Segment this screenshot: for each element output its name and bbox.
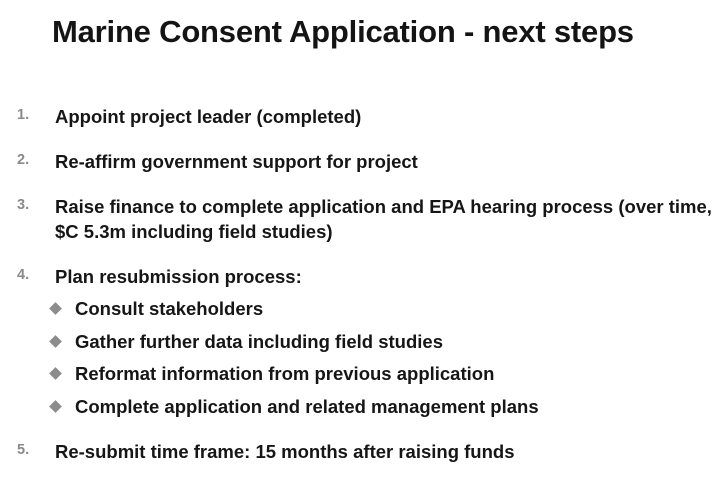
step-number: 3. [17, 197, 30, 213]
step-item-5 [0, 439, 725, 464]
steps-list [0, 104, 725, 484]
slide-title: Marine Consent Application - next steps [52, 14, 634, 49]
diamond-bullet-icon [49, 367, 62, 380]
step-number: 5. [17, 441, 30, 458]
step-item-1 [0, 104, 725, 129]
sub-bullet-text: Gather further data including field studies [75, 330, 443, 352]
step-text: Plan resubmission process: [55, 266, 302, 287]
step-number: 4. [17, 267, 30, 283]
diamond-bullet-icon [49, 302, 62, 315]
sub-bullet-item [48, 330, 725, 354]
step-item-3 [0, 194, 725, 244]
sub-bullet-text: Complete application and related management plans [75, 395, 539, 417]
step-item-4 [0, 264, 725, 419]
diamond-bullet-icon [49, 400, 62, 413]
sub-bullet-text: Reformat information from previous application [75, 363, 495, 384]
step-number: 1. [17, 107, 30, 123]
step-text: Re-affirm government support for project [55, 151, 418, 172]
step-text-line-1: Raise finance to complete application and EPA hearing process (over time, [55, 196, 712, 217]
step-item-2 [0, 149, 725, 174]
step-number: 2. [17, 152, 30, 168]
sub-bullet-item [48, 395, 725, 419]
sub-bullet-item [48, 297, 725, 321]
diamond-bullet-icon [49, 335, 62, 348]
sub-bullet-list [48, 297, 725, 419]
step-text-line-2: $C 5.3m including field studies) [55, 221, 333, 242]
sub-bullet-text: Consult stakeholders [75, 298, 264, 319]
step-text: Appoint project leader (completed) [55, 106, 362, 127]
step-text: Re-submit time frame: 15 months after raising funds [55, 440, 515, 462]
sub-bullet-item [48, 362, 725, 386]
